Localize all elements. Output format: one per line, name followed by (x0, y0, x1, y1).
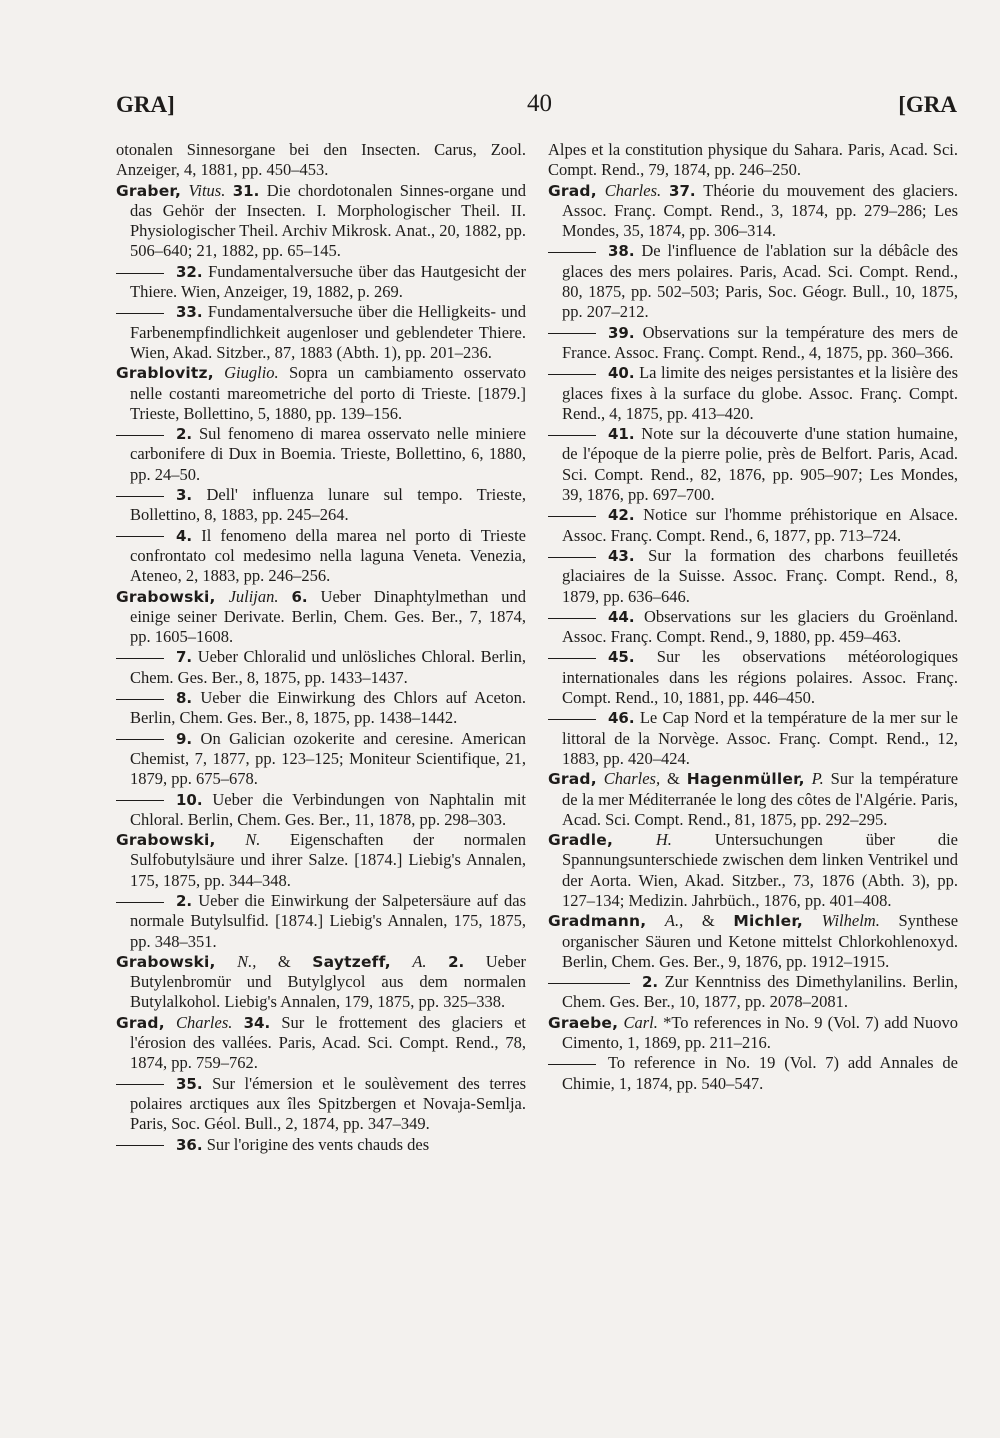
left-entry (116, 181, 526, 262)
author-given-name: Carl. (623, 1012, 658, 1032)
author-name: Gradmann, (548, 912, 647, 931)
ditto-rule (116, 699, 164, 700)
entry-number: 37. (669, 181, 696, 200)
entry-number: 7. (176, 648, 193, 667)
right-entry (548, 323, 958, 364)
entry-number: 42. (608, 506, 635, 525)
entry-text: Sur le frottement des glaciers et l'érosion des vallées. Paris, Acad. Sci. Compt. Rend., 78, 1874, pp. 759–762. (130, 1012, 527, 1073)
author-given-name: N., (237, 951, 257, 971)
author-name: Graber, (116, 181, 182, 200)
right-entry (548, 972, 958, 1013)
left-entry (116, 647, 526, 688)
ditto-rule (116, 536, 164, 537)
entry-number: 46. (608, 709, 635, 728)
author-given-name: H. (655, 830, 672, 850)
entry-text: Notice sur l'homme préhistorique en Alsace. Assoc. Franç. Compt. Rend., 6, 1877, pp. 713–724. (562, 505, 959, 545)
author-given-name: Vitus. (188, 180, 226, 200)
entry-text: Sur l'émersion et le soulèvement des terres polaires arctiques aux îles Spitzbergen et Novaja-Semlja. Paris, Soc. Géol. Bull., 2, 1874, pp. 347–349. (130, 1073, 526, 1134)
right-entry (548, 830, 958, 911)
right-entry (548, 363, 958, 424)
entry-text: Sur la température de la mer Méditerranée le long des côtes de l'Algérie. Paris, Acad. Sci. Compt. Rend., 81, 1875, pp. 292–295. (562, 769, 959, 829)
coauthor-given-name: Wilhelm. (821, 911, 880, 931)
entry-number: 2. (642, 973, 659, 992)
entry-number: 31. (232, 181, 260, 200)
entry-text: otonalen Sinnesorgane bei den Insecten. Carus, Zool. Anzeiger, 4, 1881, pp. 450–453. (116, 140, 526, 180)
entry-text: Ueber Dinaphtylmethan und einige seiner Derivate. Berlin, Chem. Ges. Ber., 7, 1874, pp. 1605–1608. (130, 586, 527, 647)
right-entry (548, 140, 958, 181)
left-entry (116, 587, 526, 648)
entry-text: Théorie du mouvement des glaciers. Assoc. Franç. Compt. Rend., 3, 1874, pp. 279–286; Les Mondes, 35, 1874, pp. 306–314. (562, 180, 959, 241)
entry-number: 10. (176, 790, 203, 809)
entry-number: 8. (176, 689, 193, 708)
right-entry (548, 911, 958, 972)
left-entry (116, 485, 526, 526)
page-number: 40 (527, 90, 552, 117)
left-entry (116, 830, 526, 891)
entry-number: 32. (176, 262, 203, 281)
entry-number: 3. (176, 486, 193, 505)
entry-number: 38. (608, 242, 635, 261)
entry-text: Sur les observations météorologiques internationales dans les régions polaires. Assoc. Franç. Compt. Rend., 10, 1881, pp. 446–450. (562, 647, 958, 708)
left-entry (116, 1074, 526, 1135)
author-name: Grabowski, (116, 831, 216, 850)
ditto-rule (548, 374, 596, 375)
entry-number: 41. (608, 425, 635, 444)
entry-text: Alpes et la constitution physique du Sahara. Paris, Acad. Sci. Compt. Rend., 79, 1874, pp. 246–250. (548, 140, 958, 180)
ampersand: & (701, 911, 715, 931)
ditto-rule (116, 496, 164, 497)
right-entry (548, 607, 958, 648)
entry-text: Eigenschaften der normalen Sulfobutylsäure und ihrer Salze. [1874.] Liebig's Annalen, 175, 1875, pp. 344–348. (130, 830, 527, 890)
ditto-rule (548, 557, 596, 558)
entry-number: 44. (608, 607, 635, 626)
ditto-rule (548, 983, 630, 984)
right-column (548, 140, 958, 1094)
entry-text: Die chordotonalen Sinnes-organe und das Gehör der Insecten. I. Morphologischer Theil. II. Physiologischer Theil. Archiv Mikrosk. Anat., 20, 1882, pp. 506–640; 21, 1882, pp. 65–145. (130, 180, 526, 261)
entry-number: 36. (176, 1135, 203, 1154)
author-given-name: Charles. (176, 1012, 233, 1032)
author-name: Gradle, (548, 831, 614, 850)
author-name: Grabowski, (116, 587, 216, 606)
entry-text: Ueber Chloralid und unlösliches Chloral. Berlin, Chem. Ges. Ber., 8, 1875, pp. 1433–1437. (130, 647, 527, 687)
entry-text: Untersuchungen über die Spannungsunterschiede zwischen dem linken Ventrikel und der Aorta. Wien, Akad. Sitzber., 73, 1876 (Abth. 3), pp. 127–134; Medizin. Jahrbüch., 1876, pp. 401–408. (562, 830, 959, 910)
entry-number: 39. (608, 323, 635, 342)
entry-text: Le Cap Nord et la température de la mer sur le littoral de la Norvège. Assoc. Franç. Compt. Rend., 12, 1883, pp. 420–424. (562, 708, 958, 768)
right-entry (548, 546, 958, 607)
right-entry (548, 424, 958, 505)
author-name: Grad, (116, 1013, 165, 1032)
right-entry (548, 241, 958, 322)
ditto-rule (548, 618, 596, 619)
ditto-rule (548, 1064, 596, 1065)
author-given-name: Charles, (603, 769, 661, 789)
entry-text: Ueber die Einwirkung des Chlors auf Aceton. Berlin, Chem. Ges. Ber., 8, 1875, pp. 1438–1442. (130, 688, 527, 728)
ditto-rule (116, 658, 164, 659)
entry-text: Il fenomeno della marea nel porto di Trieste confrontato col medesimo nella laguna Veneta. Venezia, Ateneo, 2, 1883, pp. 246–256. (130, 525, 526, 586)
author-name: Grabowski, (116, 952, 216, 971)
entry-text: Dell' influenza lunare sul tempo. Trieste, Bollettino, 8, 1883, pp. 245–264. (130, 485, 527, 525)
entry-text: Ueber Butylenbromür und Butylglycol aus dem normalen Butylalkohol. Liebig's Annalen, 179, 1875, pp. 325–338. (130, 951, 527, 1012)
entry-text: *To references in No. 9 (Vol. 7) add Nuovo Cimento, 1, 1869, pp. 211–216. (562, 1012, 959, 1053)
coauthor-name: Michler, (733, 912, 803, 931)
author-name: Graebe, (548, 1013, 619, 1032)
ampersand: & (666, 769, 680, 789)
ditto-rule (116, 800, 164, 801)
right-entry (548, 647, 958, 708)
left-entry (116, 262, 526, 303)
author-given-name: Charles. (604, 180, 662, 200)
right-entry (548, 505, 958, 546)
author-given-name: Julijan. (228, 586, 279, 606)
entry-number: 2. (176, 891, 193, 910)
author-given-name: N. (245, 830, 261, 850)
entry-number: 35. (176, 1074, 203, 1093)
entry-number: 9. (176, 729, 193, 748)
author-given-name: Giuglio. (224, 363, 279, 383)
entry-number: 34. (243, 1013, 271, 1032)
ditto-rule (116, 902, 164, 903)
left-entry (116, 688, 526, 729)
entry-text: Sur l'origine des vents chauds des (206, 1134, 430, 1154)
left-entry (116, 1135, 526, 1155)
ditto-rule (116, 313, 164, 314)
entry-text: To reference in No. 19 (Vol. 7) add Annales de Chimie, 1, 1874, pp. 540–547. (562, 1053, 958, 1093)
entry-text: Sur la formation des charbons feuilletés glaciaires de la Suisse. Assoc. Franç. Compt. Rend., 8, 1879, pp. 636–646. (562, 545, 959, 606)
ditto-rule (116, 273, 164, 274)
entry-text: Synthese organischer Säuren und Ketone mittelst Chlorkohlenoxyd. Berlin, Chem. Ges. Ber., 9, 1876, pp. 1912–1915. (562, 911, 959, 971)
entry-text: Observations sur les glaciers du Groënland. Assoc. Franç. Compt. Rend., 9, 1880, pp. 459–463. (562, 606, 959, 647)
ditto-rule (116, 1145, 164, 1146)
left-entry (116, 140, 526, 181)
right-entry (548, 1013, 958, 1054)
right-entry (548, 708, 958, 769)
ditto-rule (116, 435, 164, 436)
entry-number: 6. (291, 587, 308, 606)
left-entry (116, 952, 526, 1013)
entry-text: La limite des neiges persistantes et la lisière des glaces fixes à la surface du globe. Assoc. Franç. Compt. Rend., 4, 1875, pp. 413–420. (562, 363, 959, 423)
left-entry (116, 424, 526, 485)
left-entry (116, 790, 526, 831)
ditto-rule (548, 435, 596, 436)
left-column (116, 140, 526, 1155)
entry-text: Zur Kenntniss des Dimethylanilins. Berlin, Chem. Ges. Ber., 10, 1877, pp. 2078–2081. (562, 972, 959, 1012)
author-name: Grad, (548, 181, 597, 200)
right-entry (548, 769, 958, 830)
entry-text: Fundamentalversuche über das Hautgesicht der Thiere. Wien, Anzeiger, 19, 1882, p. 269. (130, 261, 527, 302)
entry-text: On Galician ozokerite and ceresine. American Chemist, 7, 1877, pp. 123–125; Moniteur Scientifique, 21, 1879, pp. 675–678. (130, 728, 527, 789)
ditto-rule (116, 1084, 164, 1085)
running-header-left: GRA] (116, 92, 175, 117)
entry-number: 4. (176, 526, 193, 545)
ditto-rule (548, 516, 596, 517)
entry-text: Note sur la découverte d'une station humaine, de l'époque de la pierre polie, près de Belfort. Paris, Acad. Sci. Compt. Rend., 82, 1876, pp. 905–907; Les Mondes, 39, 1876, pp. 697–700. (562, 424, 958, 505)
left-entry (116, 526, 526, 587)
left-entry (116, 729, 526, 790)
entry-text: Ueber die Verbindungen von Naphtalin mit Chloral. Berlin, Chem. Ges. Ber., 11, 1878, pp. 298–303. (130, 789, 526, 829)
coauthor-name: Hagenmüller, (686, 770, 805, 789)
author-name: Grad, (548, 770, 597, 789)
entry-text: Sul fenomeno di marea osservato nelle miniere carbonifere di Dux in Boemia. Trieste, Bollettino, 6, 1880, pp. 24–50. (130, 424, 527, 484)
entry-number: 43. (608, 546, 635, 565)
entry-number: 2. (176, 425, 193, 444)
ditto-rule (548, 252, 596, 253)
entry-number: 45. (608, 648, 635, 667)
left-entry (116, 891, 526, 952)
right-entry (548, 1053, 958, 1094)
author-given-name: A., (664, 911, 684, 931)
left-entry (116, 363, 526, 424)
ditto-rule (548, 719, 596, 720)
coauthor-given-name: P. (811, 769, 824, 789)
entry-text: Fundamentalversuche über die Helligkeits- und Farbenempfindlichkeit augenloser und geblendeter Thiere. Wien, Akad. Sitzber., 87, 1883 (Abth. 1), pp. 201–236. (130, 302, 527, 362)
coauthor-given-name: A. (412, 951, 427, 971)
coauthor-name: Saytzeff, (312, 952, 391, 971)
entry-number: 33. (176, 303, 203, 322)
ditto-rule (548, 658, 596, 659)
ditto-rule (116, 739, 164, 740)
entry-text: Observations sur la température des mers de France. Assoc. Franç. Compt. Rend., 4, 1875, pp. 360–366. (562, 322, 958, 362)
right-entry (548, 181, 958, 242)
entry-text: Sopra un cambiamento osservato nelle costanti mareometriche del porto di Trieste. [1879.] Trieste, Bollettino, 5, 1880, pp. 139–156. (130, 363, 527, 423)
entry-text: De l'influence de l'ablation sur la débâcle des glaces des mers polaires. Paris, Acad. Sci. Compt. Rend., 80, 1875, pp. 502–503; Paris, Soc. Géogr. Bull., 10, 1875, pp. 207–212. (562, 241, 958, 322)
entry-number: 40. (608, 364, 635, 383)
entry-number: 2. (448, 952, 465, 971)
running-header-right: [GRA (898, 92, 957, 117)
left-entry (116, 1013, 526, 1074)
left-entry (116, 302, 526, 363)
entry-text: Ueber die Einwirkung der Salpetersäure auf das normale Butylsulfid. [1874.] Liebig's Annalen, 175, 1875, pp. 348–351. (130, 890, 526, 951)
author-name: Grablovitz, (116, 364, 214, 383)
ampersand: & (277, 951, 291, 971)
ditto-rule (548, 333, 596, 334)
